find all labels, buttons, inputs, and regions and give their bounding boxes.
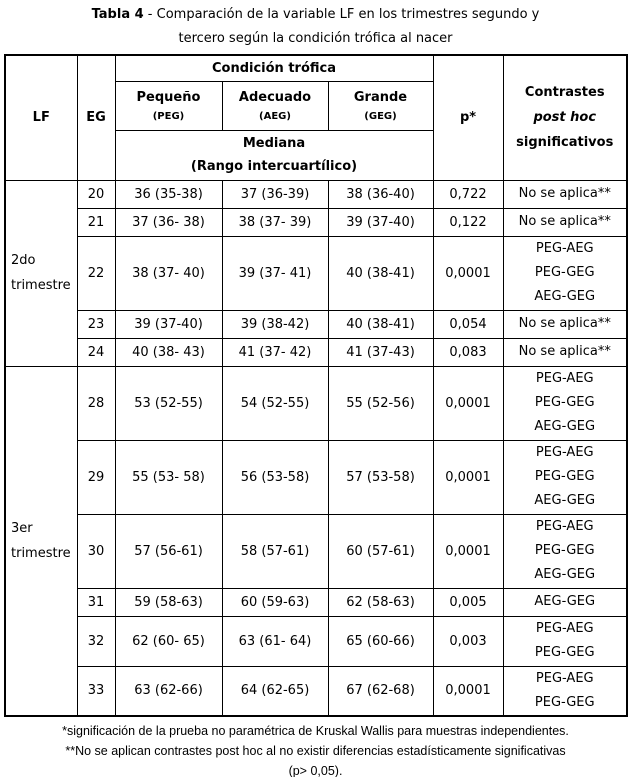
geg-median-cell: 40 (38-41): [328, 310, 433, 338]
table-row: [5, 666, 627, 716]
geg-median-cell: 60 (57-61): [328, 514, 433, 588]
aeg-group-abbr: (AEG): [259, 111, 291, 122]
table-row: [5, 588, 627, 616]
mediana-header-line-2: (Rango intercuartílico): [190, 159, 358, 174]
table-row: [5, 514, 627, 588]
aeg-median-cell: 58 (57-61): [222, 514, 328, 588]
p-value-cell: 0,122: [433, 208, 503, 236]
table-row: [5, 366, 627, 440]
aeg-median-cell: 54 (52-55): [222, 366, 328, 440]
peg-median-cell: 38 (37- 40): [115, 236, 222, 310]
p-value-cell: 0,003: [433, 616, 503, 666]
peg-median-cell: 63 (62-66): [115, 666, 222, 716]
footnote-3: (p> 0,05).: [288, 764, 343, 777]
footnotes: [0, 717, 631, 777]
aeg-median-cell: 37 (36-39): [222, 180, 328, 208]
title-line-2: tercero según la condición trófica al nacer: [178, 31, 453, 46]
p-value-cell: 0,0001: [433, 366, 503, 440]
p-value-cell: 0,722: [433, 180, 503, 208]
peg-median-cell: 39 (37-40): [115, 310, 222, 338]
contrast-line: PEG-GEG: [534, 694, 595, 710]
peg-group-header: [115, 81, 222, 130]
posthoc-contrasts-cell: [503, 588, 627, 616]
eg-cell: 32: [77, 616, 115, 666]
geg-group-name: Grande: [353, 90, 408, 105]
eg-cell: 20: [77, 180, 115, 208]
aeg-median-cell: 41 (37- 42): [222, 338, 328, 366]
p-value-cell: 0,054: [433, 310, 503, 338]
contrast-line: PEG-AEG: [535, 445, 594, 460]
contrastes-header-line-2: post hoc: [533, 110, 597, 126]
eg-cell: 29: [77, 440, 115, 514]
contrast-line: PEG-GEG: [534, 543, 595, 558]
contrast-line: PEG-GEG: [534, 645, 595, 660]
aeg-median-cell: 56 (53-58): [222, 440, 328, 514]
condicion-trofica-header: Condición trófica: [115, 55, 433, 81]
trimester-label-line: 2do: [11, 253, 36, 268]
contrast-line: PEG-AEG: [535, 241, 594, 256]
posthoc-contrasts-cell: [503, 666, 627, 716]
contrast-line: AEG-GEG: [534, 419, 596, 434]
trimester-label-line: 3er: [11, 520, 33, 536]
contrast-line: No se aplica**: [518, 344, 611, 359]
eg-cell: 24: [77, 338, 115, 366]
footnote-1: *significación de la prueba no paramétrica de Kruskal Wallis para muestras independientes.: [62, 724, 569, 738]
footnote-2: **No se aplican contrastes post hoc al no existir diferencias estadísticamente significativas: [65, 744, 566, 758]
posthoc-contrasts-cell: [503, 366, 627, 440]
contrast-line: No se aplica**: [518, 186, 611, 201]
contrast-line: PEG-GEG: [534, 265, 595, 280]
contrast-line: PEG-AEG: [535, 670, 594, 686]
title-line-1-rest: - Comparación de la variable LF en los trimestres segundo y: [143, 7, 540, 22]
peg-median-cell: 36 (35-38): [115, 180, 222, 208]
contrast-line: AEG-GEG: [534, 594, 596, 609]
eg-cell: 33: [77, 666, 115, 716]
aeg-median-cell: 64 (62-65): [222, 666, 328, 716]
geg-median-cell: 38 (36-40): [328, 180, 433, 208]
contrastes-header-line-1: Contrastes: [524, 85, 605, 101]
table-row: [5, 616, 627, 666]
table-row: [5, 208, 627, 236]
p-value-cell: 0,083: [433, 338, 503, 366]
posthoc-contrasts-cell: [503, 208, 627, 236]
aeg-median-cell: 38 (37- 39): [222, 208, 328, 236]
peg-median-cell: 37 (36- 38): [115, 208, 222, 236]
geg-median-cell: 67 (62-68): [328, 666, 433, 716]
posthoc-contrasts-cell: [503, 514, 627, 588]
contrast-line: PEG-GEG: [534, 395, 595, 410]
posthoc-contrasts-cell: [503, 440, 627, 514]
aeg-group-name: Adecuado: [238, 90, 312, 105]
contrast-line: PEG-AEG: [535, 371, 594, 386]
comparison-table: [4, 54, 628, 717]
p-value-cell: 0,005: [433, 588, 503, 616]
p-value-cell: 0,0001: [433, 514, 503, 588]
trimester-label: [5, 180, 77, 366]
table-row: [5, 180, 627, 208]
contrastes-column-header: [503, 55, 627, 180]
header-row-1: [5, 55, 627, 81]
peg-median-cell: 59 (58-63): [115, 588, 222, 616]
eg-cell: 21: [77, 208, 115, 236]
contrast-line: No se aplica**: [518, 316, 611, 331]
posthoc-contrasts-cell: [503, 180, 627, 208]
contrast-line: PEG-AEG: [535, 519, 594, 534]
geg-median-cell: 41 (37-43): [328, 338, 433, 366]
aeg-median-cell: 63 (61- 64): [222, 616, 328, 666]
table-row: [5, 338, 627, 366]
title-line-1: [0, 3, 631, 27]
p-value-column-header: p*: [433, 55, 503, 180]
p-value-cell: 0,0001: [433, 236, 503, 310]
peg-median-cell: 53 (52-55): [115, 366, 222, 440]
contrast-line: AEG-GEG: [534, 289, 596, 304]
posthoc-contrasts-cell: [503, 310, 627, 338]
posthoc-contrasts-cell: [503, 338, 627, 366]
peg-median-cell: 57 (56-61): [115, 514, 222, 588]
eg-cell: 30: [77, 514, 115, 588]
peg-median-cell: 62 (60- 65): [115, 616, 222, 666]
eg-cell: 28: [77, 366, 115, 440]
lf-column-header: LF: [5, 55, 77, 180]
peg-median-cell: 40 (38- 43): [115, 338, 222, 366]
p-value-cell: 0,0001: [433, 666, 503, 716]
mediana-header-line-1: Mediana: [242, 136, 306, 151]
eg-cell: 22: [77, 236, 115, 310]
contrast-line: AEG-GEG: [534, 493, 596, 508]
contrast-line: No se aplica**: [518, 214, 611, 229]
aeg-median-cell: 39 (38-42): [222, 310, 328, 338]
posthoc-contrasts-cell: [503, 616, 627, 666]
geg-group-abbr: (GEG): [364, 111, 397, 122]
peg-median-cell: 55 (53- 58): [115, 440, 222, 514]
aeg-group-header: [222, 81, 328, 130]
geg-median-cell: 39 (37-40): [328, 208, 433, 236]
aeg-median-cell: 60 (59-63): [222, 588, 328, 616]
table-title: [0, 0, 631, 51]
geg-median-cell: 65 (60-66): [328, 616, 433, 666]
geg-group-header: [328, 81, 433, 130]
title-table-number: Tabla 4: [91, 7, 144, 22]
posthoc-contrasts-cell: [503, 236, 627, 310]
contrast-line: AEG-GEG: [534, 567, 596, 582]
eg-column-header: EG: [77, 55, 115, 180]
contrast-line: PEG-GEG: [534, 469, 595, 484]
peg-group-name: Pequeño: [136, 90, 201, 105]
trimester-label: [5, 366, 77, 716]
p-value-cell: 0,0001: [433, 440, 503, 514]
mediana-header: [115, 130, 433, 180]
eg-cell: 23: [77, 310, 115, 338]
table-row: [5, 440, 627, 514]
table-body: [5, 180, 627, 716]
peg-group-abbr: (PEG): [152, 111, 185, 122]
table-row: [5, 310, 627, 338]
table-row: [5, 236, 627, 310]
geg-median-cell: 40 (38-41): [328, 236, 433, 310]
trimester-label-line: trimestre: [11, 278, 71, 293]
eg-cell: 31: [77, 588, 115, 616]
geg-median-cell: 57 (53-58): [328, 440, 433, 514]
contrastes-header-line-3: significativos: [516, 135, 614, 151]
contrast-line: PEG-AEG: [535, 621, 594, 636]
geg-median-cell: 62 (58-63): [328, 588, 433, 616]
geg-median-cell: 55 (52-56): [328, 366, 433, 440]
trimester-label-line: trimestre: [11, 545, 71, 561]
aeg-median-cell: 39 (37- 41): [222, 236, 328, 310]
